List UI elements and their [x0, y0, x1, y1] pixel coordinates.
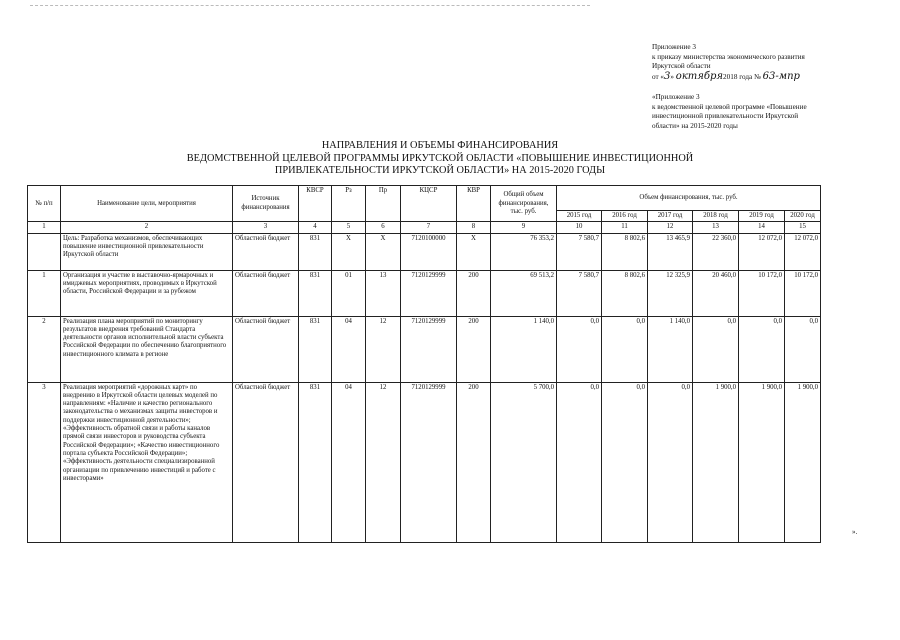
cell-pr: 12: [366, 316, 401, 382]
document-title: [120, 140, 760, 178]
cell-kvr: 200: [457, 382, 491, 542]
table-row: [28, 382, 821, 542]
column-number: 9: [491, 222, 557, 233]
appendix-line: Иркутской области: [652, 62, 711, 71]
cell-kvsr: 831: [299, 382, 332, 542]
header-name: Наименование цели, мероприятия: [61, 186, 233, 222]
cell-source: Областной бюджет: [233, 382, 299, 542]
cell-rz: 04: [332, 316, 366, 382]
cell-num: 3: [28, 382, 61, 542]
header-kvr: КВР: [457, 186, 491, 222]
title-line: ВЕДОМСТВЕННОЙ ЦЕЛЕВОЙ ПРОГРАММЫ ИРКУТСКОЙ ОБЛАСТИ «ПОВЫШЕНИЕ ИНВЕСТИЦИОННОЙ: [186, 152, 694, 164]
header-num: № п/п: [28, 186, 61, 222]
cell-2019: 10 172,0: [739, 270, 785, 316]
cell-name: Организация и участие в выставочно-ярмарочных и имиджевых мероприятиях, проводимых в Иркутской области, Российской Федерации и за рубежом: [61, 270, 233, 316]
header-year-2019: 2019 год: [739, 211, 785, 222]
column-number: 7: [401, 222, 457, 233]
cell-2018: 20 460,0: [693, 270, 739, 316]
cell-pr: Х: [366, 233, 401, 270]
closing-quote-mark: ».: [852, 528, 858, 536]
cell-rz: 01: [332, 270, 366, 316]
table-row: [28, 270, 821, 316]
cell-kvr: 200: [457, 316, 491, 382]
cell-2016: 0,0: [602, 382, 648, 542]
header-year-2016: 2016 год: [602, 211, 648, 222]
header-rz: Рз: [332, 186, 366, 222]
column-number: 10: [557, 222, 602, 233]
cell-2015: 0,0: [557, 316, 602, 382]
cell-rz: 04: [332, 382, 366, 542]
cell-2018: 22 360,0: [693, 233, 739, 270]
cell-2017: 1 140,0: [648, 316, 693, 382]
appendix-line: к приказу министерства экономического развития: [652, 52, 805, 61]
column-number: 6: [366, 222, 401, 233]
header-year-2018: 2018 год: [693, 211, 739, 222]
column-number: 3: [233, 222, 299, 233]
cell-2016: 8 802,6: [602, 233, 648, 270]
cell-2015: 7 580,7: [557, 233, 602, 270]
table-row: [28, 316, 821, 382]
scan-edge-line: [30, 5, 590, 6]
cell-total: 5 700,0: [491, 382, 557, 542]
appendix-line: «Приложение 3: [652, 93, 700, 101]
cell-total: 76 353,2: [491, 233, 557, 270]
table-row-goal: [28, 233, 821, 270]
column-number: 2: [61, 222, 233, 233]
handwritten-order-number: 63-мпр: [762, 70, 800, 82]
cell-name: Цель: Разработка механизмов, обеспечивающих повышение инвестиционной привлекательности Иркутской области: [61, 233, 233, 270]
header-kvsr: КВСР: [299, 186, 332, 222]
column-number: 8: [457, 222, 491, 233]
cell-2017: 0,0: [648, 382, 693, 542]
cell-2017: 13 465,9: [648, 233, 693, 270]
header-kcsr: КЦСР: [401, 186, 457, 222]
cell-2016: 0,0: [602, 316, 648, 382]
cell-2015: 0,0: [557, 382, 602, 542]
header-volume: Объем финансирования, тыс. руб.: [557, 186, 821, 211]
cell-kcsr: 7120129999: [401, 382, 457, 542]
handwritten-month: октября: [675, 70, 724, 82]
column-number: 11: [602, 222, 648, 233]
cell-kvr: 200: [457, 270, 491, 316]
cell-2018: 0,0: [693, 316, 739, 382]
column-number: 1: [28, 222, 61, 233]
column-number: 15: [785, 222, 821, 233]
cell-total: 1 140,0: [491, 316, 557, 382]
cell-kcsr: 7120129999: [401, 270, 457, 316]
cell-2017: 12 325,9: [648, 270, 693, 316]
column-number: 4: [299, 222, 332, 233]
cell-num: [28, 233, 61, 270]
cell-2016: 8 802,6: [602, 270, 648, 316]
cell-num: 1: [28, 270, 61, 316]
financing-table: [27, 185, 821, 543]
header-year-2015: 2015 год: [557, 211, 602, 222]
cell-pr: 12: [366, 382, 401, 542]
cell-pr: 13: [366, 270, 401, 316]
appendix-line: области» на 2015-2020 годы: [652, 121, 738, 130]
cell-2020: 12 072,0: [785, 233, 821, 270]
cell-2019: 1 900,0: [739, 382, 785, 542]
column-number: 12: [648, 222, 693, 233]
title-line: ПРИВЛЕКАТЕЛЬНОСТИ ИРКУТСКОЙ ОБЛАСТИ» НА 2015-2020 ГОДЫ: [274, 165, 606, 176]
header-source: Источник финансирования: [233, 186, 299, 222]
cell-num: 2: [28, 316, 61, 382]
appendix-date-line: от «3» октября2018 года № 63-мпр: [652, 70, 800, 82]
header-pr: Пр: [366, 186, 401, 222]
cell-source: Областной бюджет: [233, 316, 299, 382]
appendix-header: [652, 43, 862, 82]
title-line: НАПРАВЛЕНИЯ И ОБЪЕМЫ ФИНАНСИРОВАНИЯ: [321, 140, 559, 151]
cell-source: Областной бюджет: [233, 233, 299, 270]
program-appendix-header: [652, 93, 872, 131]
cell-2015: 7 580,7: [557, 270, 602, 316]
cell-kvsr: 831: [299, 270, 332, 316]
cell-kvr: Х: [457, 233, 491, 270]
cell-total: 69 513,2: [491, 270, 557, 316]
cell-2020: 0,0: [785, 316, 821, 382]
cell-2018: 1 900,0: [693, 382, 739, 542]
cell-2020: 10 172,0: [785, 270, 821, 316]
cell-2019: 0,0: [739, 316, 785, 382]
appendix-line: к ведомственной целевой программе «Повышение: [652, 102, 807, 111]
cell-rz: Х: [332, 233, 366, 270]
cell-kcsr: 7120129999: [401, 316, 457, 382]
cell-name: Реализация плана мероприятий по мониторингу результатов внедрения требований Стандарта деятельности органов исполнительной власти субъекта Российской Федерации по обеспечению благоприятного инвестиционного климата в регионе: [61, 316, 233, 382]
cell-kcsr: 7120100000: [401, 233, 457, 270]
appendix-line: инвестиционной привлекательности Иркутской: [652, 112, 799, 121]
cell-kvsr: 831: [299, 316, 332, 382]
header-year-2020: 2020 год: [785, 211, 821, 222]
header-year-2017: 2017 год: [648, 211, 693, 222]
column-number: 5: [332, 222, 366, 233]
appendix-line: Приложение 3: [652, 43, 696, 51]
cell-kvsr: 831: [299, 233, 332, 270]
cell-2020: 1 900,0: [785, 382, 821, 542]
column-number-row: [28, 222, 821, 233]
header-total: Общий объем финансирования, тыс. руб.: [491, 186, 557, 222]
handwritten-day: 3: [664, 70, 671, 82]
column-number: 14: [739, 222, 785, 233]
cell-source: Областной бюджет: [233, 270, 299, 316]
cell-name: Реализация мероприятий «дорожных карт» по внедрению в Иркутской области целевых моделей по направлениям: «Наличие и качество регионального законодательства о механизмах защиты инвесторов и поддержки инвестиционной деятельности»; «Эффективность обратной связи и работы каналов прямой связи инвесторов и руководства субъекта Российской Федерации»; «Качество инвестиционного портала субъекта Российской Федерации»; «Эффективность деятельности специализированной организации по привлечению инвестиций и работе с инвесторами»: [61, 382, 233, 542]
column-number: 13: [693, 222, 739, 233]
cell-2019: 12 072,0: [739, 233, 785, 270]
